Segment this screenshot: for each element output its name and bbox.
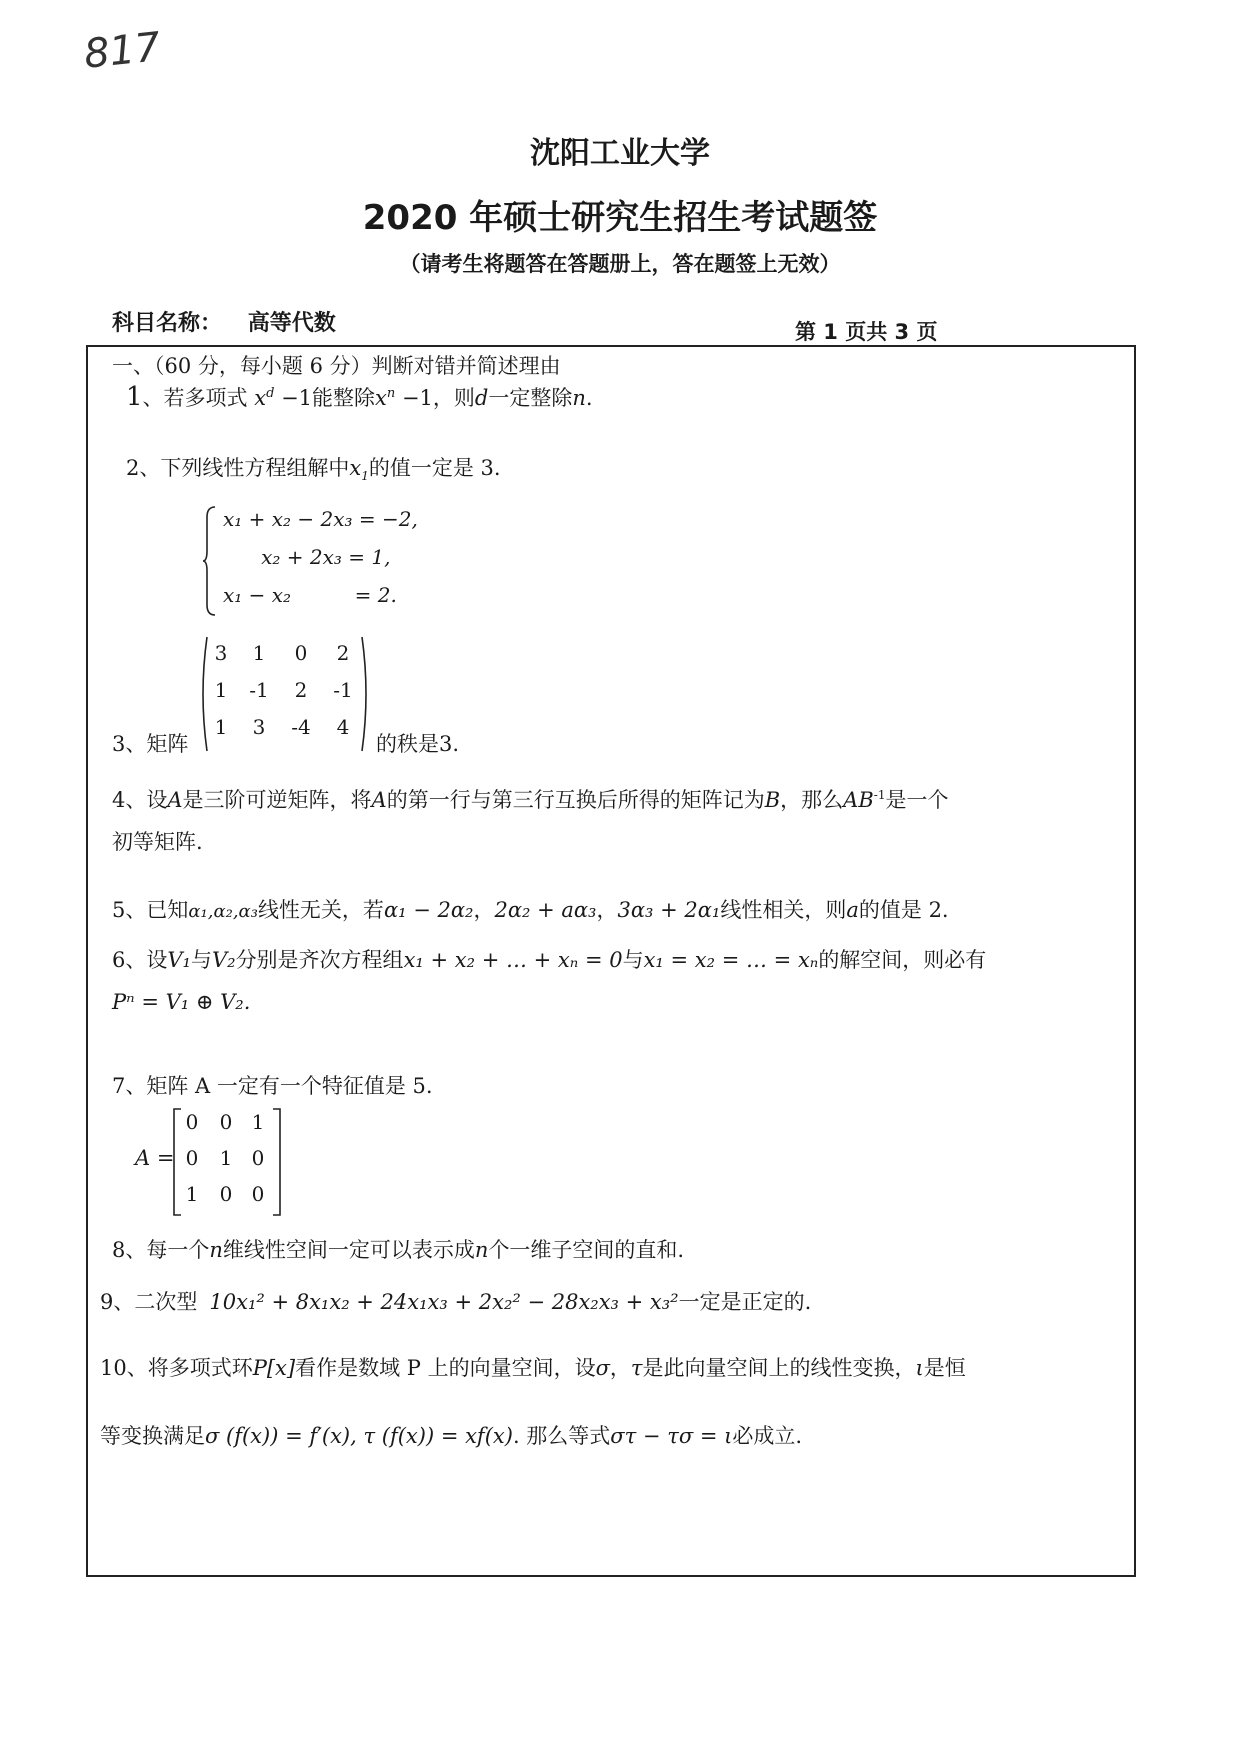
q7-lhs: A = bbox=[135, 1146, 175, 1170]
equation-3: x₁ − x₂ = 2. bbox=[223, 583, 397, 607]
matrix-cell: 0 bbox=[219, 1110, 233, 1134]
q10-sigma: σ bbox=[595, 1356, 610, 1380]
q10-px: P[x] bbox=[252, 1356, 296, 1380]
q10-line2-expr: σ (f(x)) = f′(x), τ (f(x)) = xf(x) bbox=[205, 1424, 513, 1448]
q5-text-d: 的值是 2. bbox=[858, 898, 949, 922]
q10-line2-c: 必成立. bbox=[732, 1424, 803, 1448]
q3-label: 3、矩阵 bbox=[112, 732, 189, 756]
page-info: 第 1 页共 3 页 bbox=[795, 320, 938, 344]
q6-eq-b: x₁ = x₂ = … = xₙ bbox=[643, 948, 819, 972]
matrix-cell: -1 bbox=[333, 678, 353, 702]
q3-matrix bbox=[197, 635, 372, 753]
q5-text-c: 线性相关，则 bbox=[720, 898, 847, 922]
matrix-cell: 3 bbox=[252, 715, 266, 739]
q6-v2: V₂ bbox=[211, 948, 236, 972]
q10-line2-a: 等变换满足 bbox=[100, 1424, 205, 1448]
q6-eq-a: x₁ + x₂ + … + xₙ = 0 bbox=[403, 948, 623, 972]
matrix-cell: 1 bbox=[185, 1182, 199, 1206]
q5-expr2: 2α₂ + aα₃ bbox=[494, 898, 597, 922]
q6-text-a: 6、设 bbox=[112, 948, 168, 972]
handwritten-note: 817 bbox=[81, 24, 163, 78]
q5-var-a: a bbox=[846, 898, 859, 922]
q10-text-c: ， bbox=[609, 1356, 631, 1380]
matrix-cell: 0 bbox=[219, 1182, 233, 1206]
q1-text-d: 一定整除 bbox=[488, 386, 573, 410]
q4-var-b: B bbox=[764, 788, 781, 812]
q1-text-a: 、若多项式 bbox=[142, 386, 248, 410]
q1-var-n: n bbox=[572, 386, 586, 410]
question-7: 7、矩阵 A 一定有一个特征值是 5. bbox=[112, 1074, 433, 1098]
equation-1: x₁ + x₂ − 2x₃ = −2, bbox=[223, 507, 418, 531]
matrix-cell: 1 bbox=[214, 678, 228, 702]
q2-text-b: 的值一定是 3. bbox=[368, 456, 501, 480]
q4-var-a2: A bbox=[371, 788, 387, 812]
q5-alphas: α₁,α₂,α₃ bbox=[188, 901, 258, 922]
matrix-cell: 0 bbox=[185, 1110, 199, 1134]
q4-line2: 初等矩阵. bbox=[112, 830, 203, 854]
q8-var-n1: n bbox=[209, 1238, 223, 1262]
q8-var-n2: n bbox=[474, 1238, 489, 1262]
q8-text-b: 维线性空间一定可以表示成 bbox=[222, 1238, 475, 1262]
q4-text-d: ，那么 bbox=[780, 788, 844, 812]
matrix-cell: 1 bbox=[214, 715, 228, 739]
q5-text-b: 线性无关，若 bbox=[257, 898, 384, 922]
matrix-cell: 4 bbox=[336, 715, 350, 739]
matrix-cell: 0 bbox=[251, 1146, 265, 1170]
q8-text-a: 8、每一个 bbox=[112, 1238, 210, 1262]
question-10 bbox=[100, 1352, 966, 1382]
matrix-cell: 1 bbox=[252, 641, 266, 665]
q6-line2: Pⁿ = V₁ ⊕ V₂. bbox=[112, 990, 251, 1014]
q5-expr1: α₁ − 2α₂ bbox=[383, 898, 474, 922]
q6-text-d: 与 bbox=[622, 948, 644, 972]
exam-notice: （请考生将题答在答题册上，答在题签上无效） bbox=[399, 252, 841, 276]
matrix-cell: 0 bbox=[294, 641, 308, 665]
q10-text-d: 是此向量空间上的线性变换， bbox=[642, 1356, 916, 1380]
school-name: 沈阳工业大学 bbox=[530, 136, 710, 171]
q10-text-a: 10、将多项式环 bbox=[100, 1356, 253, 1380]
q4-text-e: 是一个 bbox=[885, 788, 949, 812]
matrix-cell: 3 bbox=[214, 641, 228, 665]
question-2 bbox=[126, 452, 501, 483]
question-6 bbox=[112, 944, 986, 974]
q4-text-b: 是三阶可逆矩阵，将 bbox=[182, 788, 372, 812]
matrix-cell: 2 bbox=[294, 678, 308, 702]
section-heading: 一、（60 分，每小题 6 分）判断对错并简述理由 bbox=[112, 354, 561, 378]
q4-expr: $AB^{-1}$ bbox=[843, 788, 886, 812]
q7-matrix bbox=[172, 1108, 282, 1216]
q4-text-a: 4、设 bbox=[112, 788, 168, 812]
q1-expr2: $x^n -1$ bbox=[375, 386, 433, 410]
matrix-cell: 2 bbox=[336, 641, 350, 665]
q10-line2 bbox=[100, 1420, 802, 1450]
q2-text-a: 2、下列线性方程组解中 bbox=[126, 456, 350, 480]
equation-system bbox=[203, 505, 443, 617]
q1-text-b: 能整除 bbox=[312, 386, 376, 410]
subject-name: 高等代数 bbox=[247, 311, 336, 336]
question-5: 5、已知α₁,α₂,α₃线性无关，若α₁ − 2α₂，2α₂ + aα₃，3α₃ + 2α₁线性相关，则a的值是 2. bbox=[112, 898, 949, 922]
q6-text-c: 分别是齐次方程组 bbox=[235, 948, 404, 972]
q1-var-d: d bbox=[474, 386, 489, 410]
matrix-cell: 0 bbox=[251, 1182, 265, 1206]
q6-text-b: 与 bbox=[190, 948, 212, 972]
q5-text-a: 5、已知 bbox=[112, 898, 189, 922]
q4-text-c: 的第一行与第三行互换后所得的矩阵记为 bbox=[386, 788, 765, 812]
matrix-cell: -1 bbox=[249, 678, 269, 702]
q10-text-b: 看作是数域 P 上的向量空间，设 bbox=[295, 1356, 596, 1380]
question-8 bbox=[112, 1234, 684, 1264]
matrix-cell: -4 bbox=[291, 715, 311, 739]
q2-var: $x_1$ bbox=[349, 456, 369, 484]
q9-expr: 10x₁² + 8x₁x₂ + 24x₁x₃ + 2x₂² − 28x₂x₃ + x₃² bbox=[209, 1290, 679, 1314]
q6-v1: V₁ bbox=[167, 948, 191, 972]
q10-text-e: 是恒 bbox=[923, 1356, 966, 1380]
q1-number: 1 bbox=[126, 382, 143, 412]
q9-text-a: 9、二次型 bbox=[100, 1290, 198, 1314]
subject-line bbox=[112, 306, 336, 337]
equation-2: x₂ + 2x₃ = 1, bbox=[223, 545, 391, 569]
left-brace-icon bbox=[203, 505, 217, 617]
question-1 bbox=[126, 382, 593, 412]
q9-text-b: 一定是正定的. bbox=[678, 1290, 812, 1314]
matrix-cell: 1 bbox=[251, 1110, 265, 1134]
question-9 bbox=[100, 1286, 811, 1316]
subject-label: 科目名称： bbox=[112, 311, 223, 336]
q10-iota: ι bbox=[915, 1356, 924, 1380]
q3-text-b: 的秩是3. bbox=[376, 732, 460, 756]
question-4 bbox=[112, 784, 948, 814]
q6-text-e: 的解空间，则必有 bbox=[818, 948, 987, 972]
matrix-cell: 1 bbox=[219, 1146, 233, 1170]
q10-line2-eq: στ − τσ = ι bbox=[610, 1424, 733, 1448]
q1-text-c: ，则 bbox=[432, 386, 475, 410]
q5-expr3: 3α₃ + 2α₁ bbox=[617, 898, 721, 922]
q1-period: . bbox=[585, 386, 593, 410]
q10-line2-b: . 那么等式 bbox=[512, 1424, 611, 1448]
q10-tau: τ bbox=[630, 1356, 643, 1380]
q4-var-a: A bbox=[167, 788, 183, 812]
exam-title: 2020 年硕士研究生招生考试题签 bbox=[362, 198, 878, 238]
q1-expr1: $x^d -1$ bbox=[254, 386, 313, 410]
q8-text-c: 个一维子空间的直和. bbox=[488, 1238, 685, 1262]
matrix-cell: 0 bbox=[185, 1146, 199, 1170]
